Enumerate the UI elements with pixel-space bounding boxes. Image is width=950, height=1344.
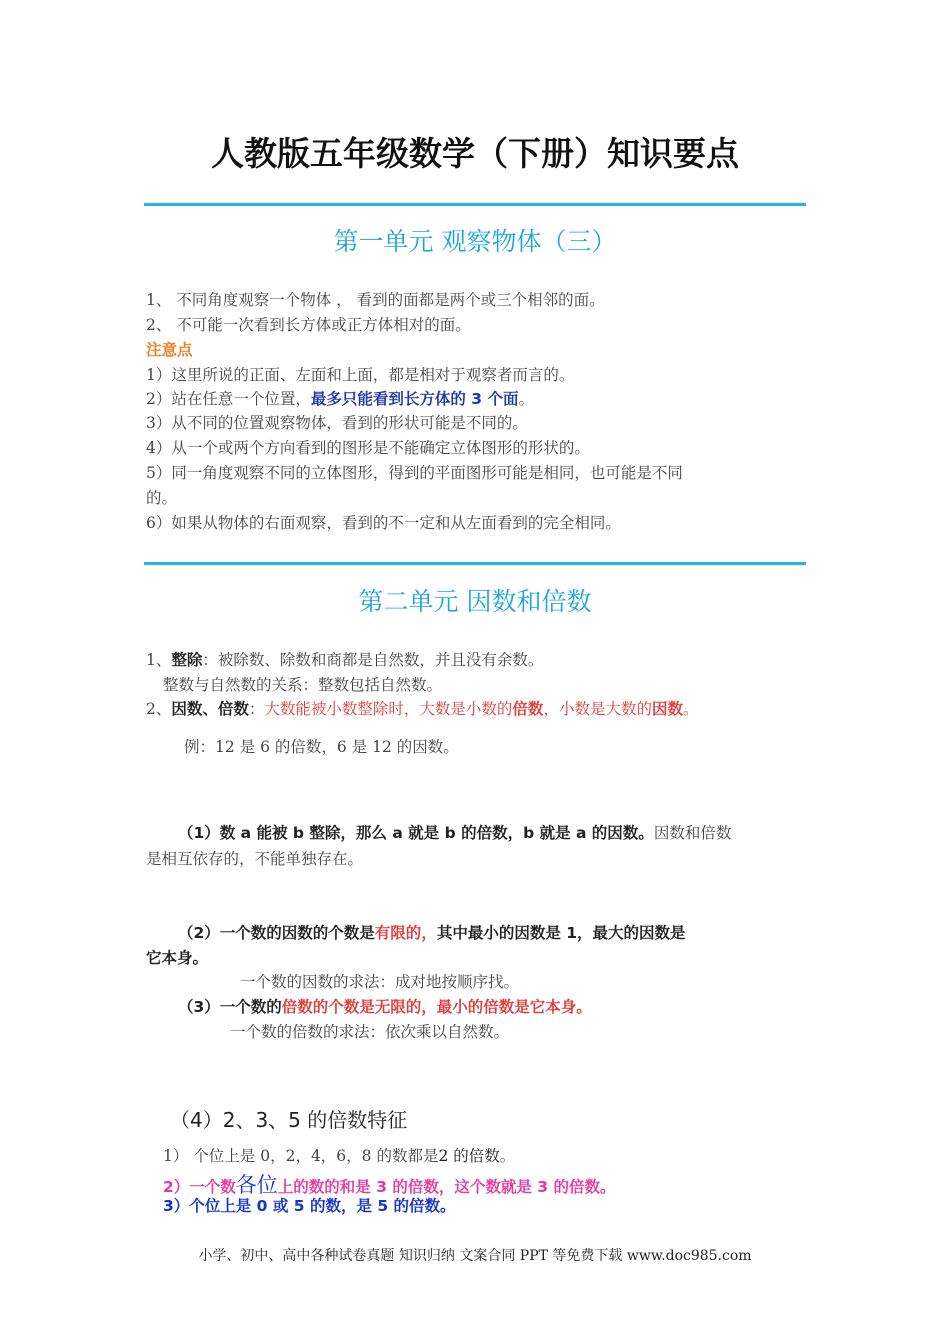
section-1-bold: （1）数 a 能被 b 整除，那么 a 就是 b 的倍数，b 就是 a 的因数。 <box>178 824 654 842</box>
factor-multiple-line <box>146 697 698 719</box>
definition-end: 。 <box>682 700 699 718</box>
feature-3: 3）个位上是 0 或 5 的数，是 5 的倍数。 <box>163 1197 456 1215</box>
feature-2-text: 2）一个数 <box>163 1178 236 1196</box>
definition-part: 大数能被小数整除时，大数是小数的 <box>264 700 513 718</box>
section-3-bold: （3）一个数的 <box>178 998 282 1016</box>
note-1: 1）这里所说的正面、左面和上面，都是相对于观察者而言的。 <box>146 366 575 384</box>
integer-relation: 整数与自然数的关系：整数包括自然数。 <box>163 676 443 694</box>
term-divisible: 整除 <box>171 651 203 669</box>
item-number: 2、 <box>146 700 172 718</box>
section-1-line2: 是相互依存的，不能单独存在。 <box>146 850 364 868</box>
note-2-text: 2）站在任意一个位置， <box>146 390 311 408</box>
term-factor: 因数 <box>651 700 683 718</box>
note-6: 6）如果从物体的右面观察，看到的不一定和从左面看到的完全相同。 <box>146 514 621 532</box>
divisible-definition: ：被除数、除数和商都是自然数，并且没有余数。 <box>202 651 544 669</box>
unit1-point-2: 2、 不可能一次看到长方体或正方体相对的面。 <box>146 316 471 334</box>
feature-1 <box>163 1144 515 1166</box>
feature-2-highlight: 各位 <box>235 1173 278 1197</box>
unit2-heading: 第二单元 因数和倍数 <box>358 587 592 616</box>
multiple-method: 一个数的倍数的求法：依次乘以自然数。 <box>230 1023 510 1041</box>
term-factor-multiple: 因数、倍数 <box>171 700 249 718</box>
footer: 小学、初中、高中各种试卷真题 知识归纳 文案合同 PPT 等免费下载 www.doc985.com <box>198 1248 752 1264</box>
section-3 <box>178 995 592 1017</box>
item-number: 1、 <box>146 651 172 669</box>
colon: ： <box>248 700 265 718</box>
section-3-red: 倍数的个数是无限的，最小的倍数是它本身。 <box>281 998 592 1016</box>
note-4: 4）从一个或两个方向看到的图形是不能确定立体图形的形状的。 <box>146 439 590 457</box>
feature-1-text: 1） 个位上是 0，2，4，6，8 的数都是 <box>163 1147 439 1165</box>
definition-part: ，小数是大数的 <box>543 700 652 718</box>
note-label: 注意点 <box>146 341 193 359</box>
note-5-line2: 的。 <box>146 489 178 507</box>
feature-1-highlight: 2 的倍数 <box>438 1147 500 1165</box>
unit1-point-1: 1、 不同角度观察一个物体 ， 看到的面都是两个或三个相邻的面。 <box>146 291 605 309</box>
section-4-heading: （4）2、3、5 的倍数特征 <box>170 1108 408 1132</box>
note-5-line1: 5）同一角度观察不同的立体图形，得到的平面图形可能是相同，也可能是不同 <box>146 464 683 482</box>
section-2-bold: （2）一个数的因数的个数是 <box>178 924 375 942</box>
section-2-bold: 其中最小的因数是 1，最大的因数是 <box>436 924 686 942</box>
note-2-end: 。 <box>518 390 534 408</box>
section-1-line1 <box>178 821 731 843</box>
note-2 <box>146 387 534 409</box>
divisible-line <box>146 648 543 670</box>
note-2-highlight: 最多只能看到长方体的 3 个面 <box>310 390 519 408</box>
divider <box>144 562 806 565</box>
section-2-red: 有限的， <box>374 924 437 942</box>
term-multiple: 倍数 <box>512 700 544 718</box>
section-1-text: 因数和倍数 <box>653 824 732 842</box>
section-2-line2: 它本身。 <box>146 949 209 967</box>
feature-2-text: 上的数的和是 3 的倍数，这个数就是 3 的倍数。 <box>277 1178 616 1196</box>
feature-1-end: 。 <box>499 1147 516 1165</box>
example: 例：12 是 6 的倍数，6 是 12 的因数。 <box>184 738 459 756</box>
page-title: 人教版五年级数学（下册）知识要点 <box>211 134 739 173</box>
section-2-line1 <box>178 921 686 943</box>
note-3: 3）从不同的位置观察物体，看到的形状可能是不同的。 <box>146 414 528 432</box>
divider <box>144 203 806 206</box>
factor-method: 一个数的因数的求法：成对地按顺序找。 <box>240 973 520 991</box>
unit1-heading: 第一单元 观察物体（三） <box>333 227 617 256</box>
